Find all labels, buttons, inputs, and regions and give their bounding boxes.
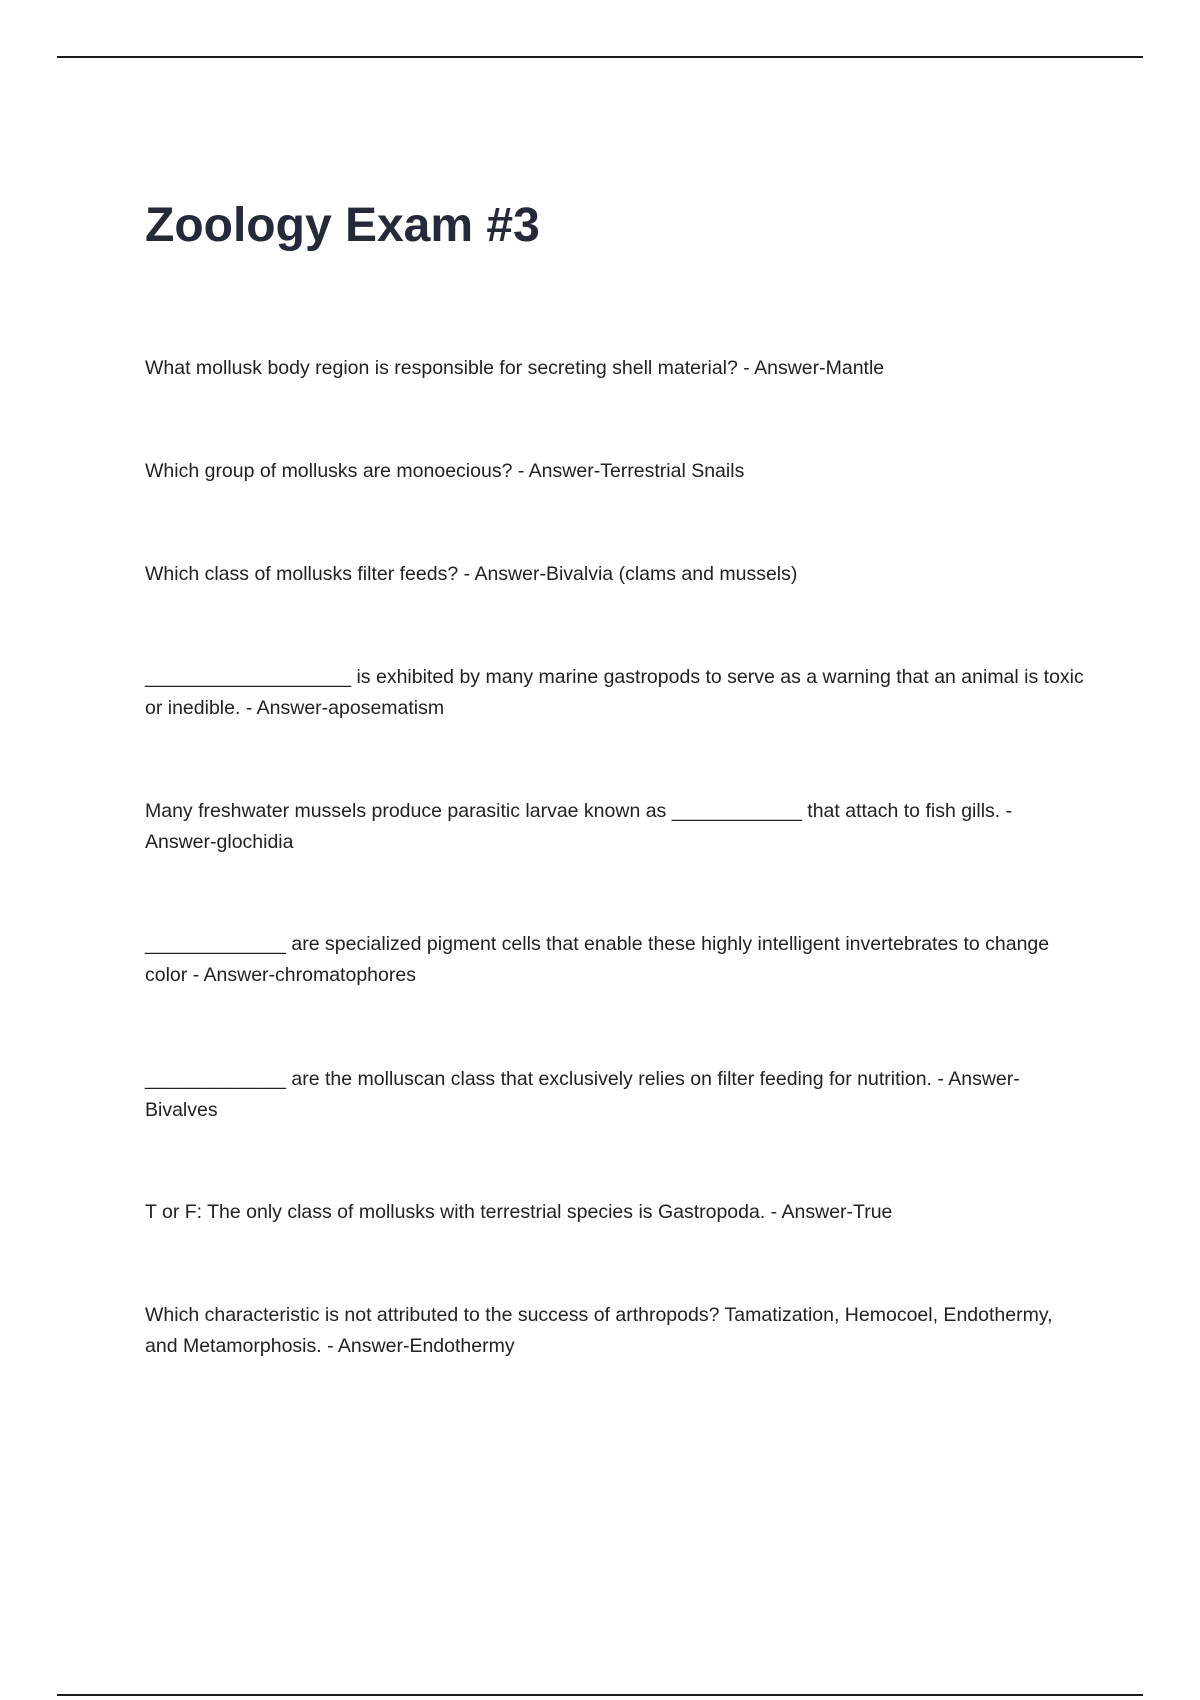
- qa-item-2: Which group of mollusks are monoecious? - Answer-Terrestrial Snails: [145, 460, 745, 482]
- qa-item-9: Which characteristic is not attributed to the success of arthropods? Tamatization, Hemocoel, Endothermy, and Metamorphosis. - Answer-Endothermy: [145, 1304, 1053, 1357]
- qa-item-6: _____________ are specialized pigment cells that enable these highly intelligent invertebrates to change color - Answer-chromatophores: [145, 933, 1050, 986]
- page-title: Zoology Exam #3: [145, 199, 540, 252]
- qa-item-7: _____________ are the molluscan class that exclusively relies on filter feeding for nutrition. - Answer-Bivalves: [145, 1068, 1020, 1121]
- qa-item-8: T or F: The only class of mollusks with terrestrial species is Gastropoda. - Answer-True: [145, 1201, 893, 1223]
- bottom-divider: [57, 1694, 1143, 1696]
- qa-item-5: Many freshwater mussels produce parasitic larvae known as ____________ that attach to fish gills. - Answer-glochidia: [145, 800, 1013, 853]
- qa-item-1: What mollusk body region is responsible for secreting shell material? - Answer-Mantle: [145, 357, 885, 379]
- top-divider: [57, 56, 1143, 58]
- qa-item-4: ___________________ is exhibited by many marine gastropods to serve as a warning that an animal is toxic or inedible. - Answer-aposematism: [145, 666, 1084, 719]
- qa-item-3: Which class of mollusks filter feeds? - Answer-Bivalvia (clams and mussels): [145, 563, 798, 585]
